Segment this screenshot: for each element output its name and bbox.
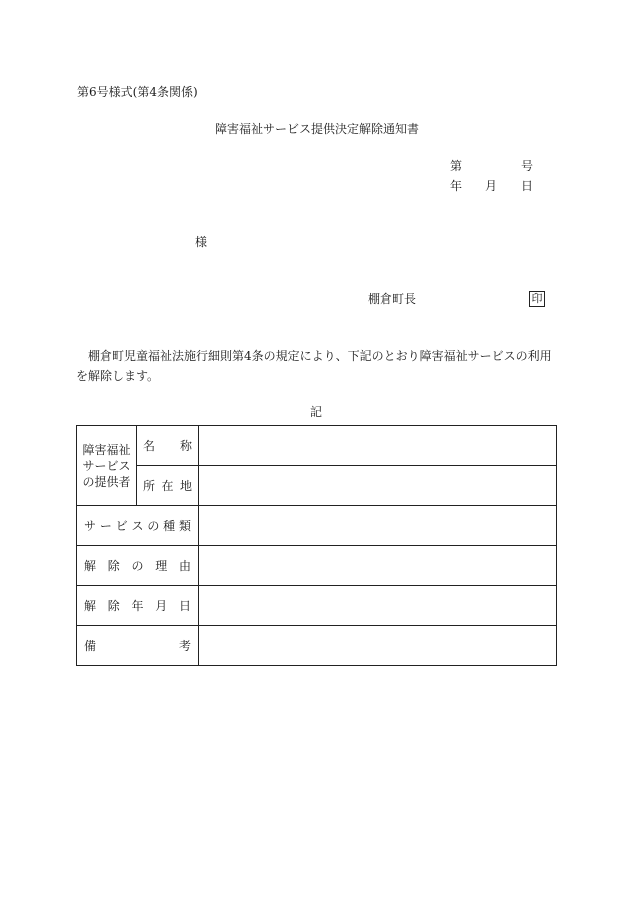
provider-label-line: の提供者 (82, 474, 131, 489)
date-label-char: 除 (107, 599, 120, 613)
address-label-cell (137, 466, 199, 506)
form-number: 第6号様式(第4条関係) (77, 85, 198, 99)
address-label-char: 在 (161, 479, 174, 493)
reason-label-cell (77, 546, 199, 586)
service-type-label-char: の (147, 519, 160, 533)
service-type-value-cell[interactable] (199, 506, 557, 546)
date-label-cell (77, 586, 199, 626)
service-type-label-char: 種 (163, 519, 176, 533)
date-month: 月 (485, 179, 498, 193)
table-row (77, 426, 557, 466)
body-paragraph: 棚倉町児童福祉法施行細則第4条の規定により、下記のとおり障害福祉サービスの利用を解除します。 (76, 349, 552, 383)
service-type-label-char: 類 (178, 519, 191, 533)
name-label-char: 称 (179, 439, 192, 453)
address-label-char: 地 (179, 479, 192, 493)
seal-mark: 印 (529, 291, 545, 307)
doc-number-prefix: 第 (450, 159, 463, 173)
name-label-char: 名 (143, 439, 156, 453)
details-table (76, 425, 557, 666)
date-label-char: 年 (131, 599, 144, 613)
provider-label-line: 障害福祉 (82, 442, 131, 457)
date-value-cell[interactable] (199, 586, 557, 626)
table-row (77, 546, 557, 586)
table-row (77, 466, 557, 506)
table-row (77, 506, 557, 546)
name-value-cell[interactable] (199, 426, 557, 466)
remarks-value-cell[interactable] (199, 626, 557, 666)
doc-number-suffix: 号 (521, 159, 534, 173)
reason-label-char: 由 (178, 559, 191, 573)
reason-label-char: 理 (155, 559, 168, 573)
service-type-label-char: ス (131, 519, 144, 533)
document-title: 障害福祉サービス提供決定解除通知書 (215, 122, 420, 136)
date-day: 日 (521, 179, 534, 193)
address-label-char: 所 (143, 479, 156, 493)
address-value-cell[interactable] (199, 466, 557, 506)
provider-label-line: サービス (82, 458, 131, 473)
service-type-label-char: ー (99, 519, 112, 533)
date-label-char: 月 (155, 599, 168, 613)
issuer-name: 棚倉町長 (368, 292, 417, 306)
service-type-label-char: サ (84, 519, 97, 533)
remarks-label-char: 考 (178, 639, 191, 653)
table-row (77, 586, 557, 626)
addressee-suffix: 様 (195, 235, 208, 249)
name-label-cell (137, 426, 199, 466)
reason-label-char: 除 (107, 559, 120, 573)
ki-heading: 記 (310, 405, 323, 419)
reason-label-char: 解 (84, 559, 97, 573)
date-label-char: 日 (178, 599, 191, 613)
remarks-label-char: 備 (84, 639, 97, 653)
provider-label-cell (77, 426, 137, 506)
service-type-label-char: ビ (115, 519, 128, 533)
date-year: 年 (450, 179, 463, 193)
service-type-label-cell (77, 506, 199, 546)
table-row (77, 626, 557, 666)
reason-label-char: の (131, 559, 144, 573)
reason-value-cell[interactable] (199, 546, 557, 586)
date-label-char: 解 (84, 599, 97, 613)
remarks-label-cell (77, 626, 199, 666)
